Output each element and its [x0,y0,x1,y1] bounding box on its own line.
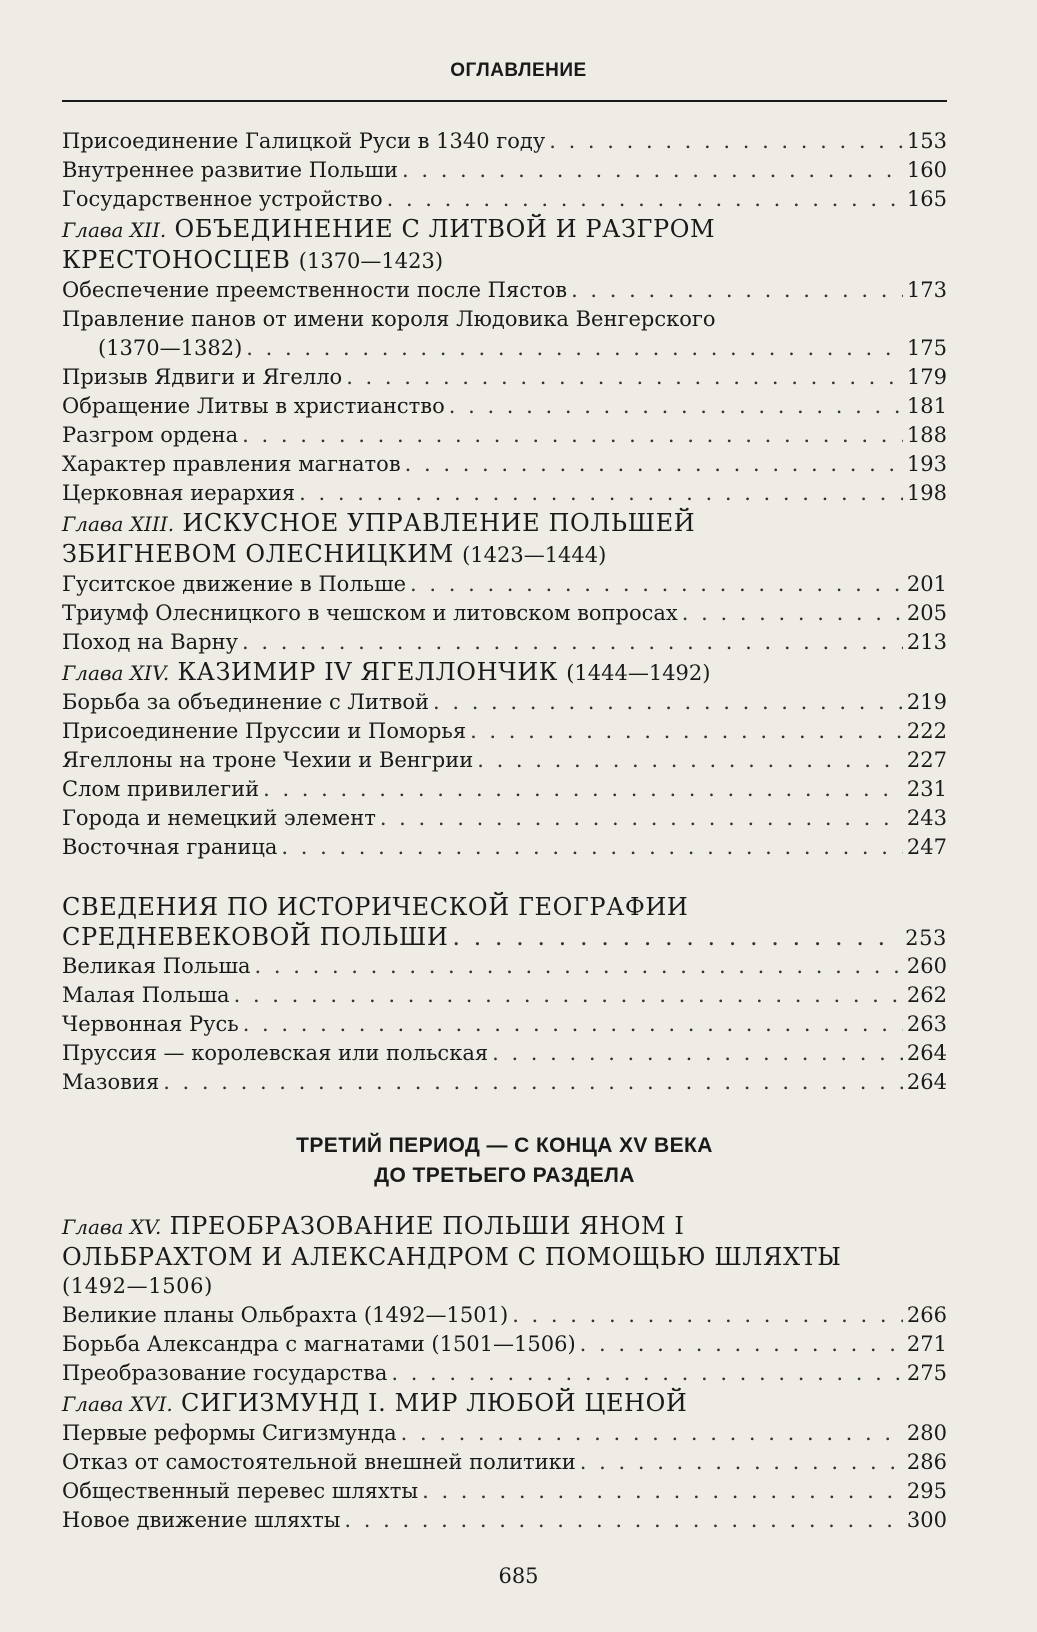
toc-entry-page: 262 [906,983,947,1007]
chapter-title-line1: ИСКУСНОЕ УПРАВЛЕНИЕ ПОЛЬШЕЙ [182,509,696,537]
toc-entry-page: 153 [906,129,947,153]
chapter-title-line1: КАЗИМИР IV ЯГЕЛЛОНЧИК [177,658,558,686]
toc-entry-page: 173 [906,278,947,302]
toc-entry-label: Поход на Варну [62,630,238,654]
running-header: ОГЛАВЛЕНИЕ [450,60,587,81]
dot-leader [346,363,903,392]
chapter-16-heading [62,1388,947,1419]
toc-entry [62,1419,947,1448]
toc-entry [62,450,947,479]
toc-entry-page: 271 [906,1332,947,1356]
dot-leader [163,1068,903,1097]
toc-entry-label: Великая Польша [62,954,251,978]
period-title-line1: ТРЕТИЙ ПЕРИОД — С КОНЦА XV ВЕКА [296,1134,713,1157]
toc-entry-label: Великие планы Ольбрахта (1492—1501) [62,1303,509,1327]
period-title-line2: ДО ТРЕТЬЕГО РАЗДЕЛА [374,1164,635,1187]
dot-leader [401,1419,903,1448]
chapter-15-heading [62,1211,947,1301]
toc-entry-label: Борьба за объединение с Литвой [62,690,429,714]
dot-leader [571,276,903,305]
chapter-13-heading [62,508,947,570]
toc-entry [62,804,947,833]
toc-entry [62,334,947,363]
dot-leader [512,1301,903,1330]
chapter-prefix: Глава XII. [62,218,167,242]
dot-leader [281,833,903,862]
dot-leader [344,1506,903,1535]
toc-entry-page: 205 [906,601,947,625]
toc-entry [62,628,947,657]
dot-leader [387,185,903,214]
toc-entry [62,1330,947,1359]
toc-entry [62,922,947,952]
toc-entry-label: Пруссия — королевская или польская [62,1041,489,1065]
toc-entry-label: Общественный перевес шляхты [62,1479,419,1503]
toc-entry-label: Отказ от самостоятельной внешней политики [62,1450,576,1474]
toc-entry-label: Малая Польша [62,983,230,1007]
toc-entry [62,1010,947,1039]
section-title-line1: СВЕДЕНИЯ ПО ИСТОРИЧЕСКОЙ ГЕОГРАФИИ [62,893,689,921]
toc-entry-page: 160 [906,158,947,182]
dot-leader [405,450,903,479]
dot-leader [246,334,903,363]
toc-entry [62,1506,947,1535]
dot-leader [452,922,901,952]
toc-entry-page: 286 [906,1450,947,1474]
toc-entry-label: Первые реформы Сигизмунда [62,1421,397,1445]
dot-leader [549,127,903,156]
toc-entry-page: 181 [906,394,947,418]
dot-leader [255,952,903,981]
toc-entry [62,981,947,1010]
chapter-12-heading [62,214,947,276]
toc-entry-label: Присоединение Пруссии и Поморья [62,719,467,743]
toc-entry-label: Характер правления магнатов [62,452,401,476]
table-of-contents [62,127,947,1535]
toc-entry-page: 222 [906,719,947,743]
chapter-prefix: Глава XV. [62,1215,162,1239]
toc-entry-label: Правление панов от имени короля Людовика Венгерского [62,307,716,331]
dot-leader [242,421,903,450]
header-rule [62,100,947,102]
toc-entry [62,1039,947,1068]
page-number: 685 [498,1564,539,1588]
dot-leader [263,775,903,804]
toc-entry-page: 264 [906,1041,947,1065]
toc-entry-page: 231 [906,777,947,801]
toc-entry [62,1068,947,1097]
toc-entry [62,392,947,421]
chapter-prefix: Глава XVI. [62,1392,173,1416]
toc-entry-label: (1370—1382) [98,336,243,360]
chapter-prefix: Глава XIV. [62,661,170,685]
toc-entry [62,952,947,981]
dot-leader [391,1359,903,1388]
toc-entry-label: Церковная иерархия [62,481,296,505]
toc-entry-page: 260 [906,954,947,978]
toc-entry-page: 275 [906,1361,947,1385]
toc-entry [62,479,947,508]
toc-entry-label: Разгром ордена [62,423,239,447]
toc-entry [62,156,947,185]
toc-entry-page: 243 [906,806,947,830]
toc-entry [62,185,947,214]
toc-entry [62,599,947,628]
dot-leader [402,156,903,185]
toc-entry-label: Борьба Александра с магнатами (1501—1506) [62,1332,576,1356]
dot-leader [492,1039,903,1068]
dot-leader [422,1477,903,1506]
toc-entry [62,421,947,450]
toc-entry-label: Города и немецкий элемент [62,806,376,830]
chapter-years: (1492—1506) [62,1274,213,1298]
chapter-title-line2: ЗБИГНЕВОМ ОЛЕСНИЦКИМ [62,540,454,568]
chapter-title-line1: ОБЪЕДИНЕНИЕ С ЛИТВОЙ И РАЗГРОМ [174,215,716,243]
toc-entry-page: 264 [906,1070,947,1094]
section-title-line2: СРЕДНЕВЕКОВОЙ ПОЛЬШИ [62,923,449,951]
toc-entry-page: 213 [906,630,947,654]
toc-entry-page: 165 [906,187,947,211]
toc-entry [62,717,947,746]
dot-leader [433,688,903,717]
toc-entry-page: 266 [906,1303,947,1327]
dot-leader [477,746,903,775]
dot-leader [380,804,903,833]
toc-entry [62,1301,947,1330]
toc-entry-page: 253 [905,926,947,950]
toc-entry-page: 201 [906,572,947,596]
toc-entry-label: Новое движение шляхты [62,1508,341,1532]
toc-entry [62,127,947,156]
toc-entry-label: Обеспечение преемственности после Пястов [62,278,568,302]
dot-leader [449,392,903,421]
chapter-title-line1: СИГИЗМУНД I. МИР ЛЮБОЙ ЦЕНОЙ [181,1389,688,1417]
toc-entry-page: 219 [906,690,947,714]
toc-entry [62,746,947,775]
chapter-years: (1444—1492) [566,661,711,685]
chapter-years: (1423—1444) [462,543,607,567]
dot-leader [580,1330,903,1359]
toc-entry-label: Обращение Литвы в христианство [62,394,445,418]
toc-entry-label: Призыв Ядвиги и Ягелло [62,365,343,389]
toc-entry-page: 227 [906,748,947,772]
toc-entry [62,1448,947,1477]
toc-entry [62,276,947,305]
dot-leader [243,1010,903,1039]
dot-leader [299,479,903,508]
chapter-title-line2: КРЕСТОНОСЦЕВ [62,246,291,274]
toc-entry-label: Восточная граница [62,835,278,859]
toc-entry [62,363,947,392]
toc-entry-page: 263 [906,1012,947,1036]
toc-entry [62,775,947,804]
dot-leader [470,717,903,746]
toc-entry-page: 280 [906,1421,947,1445]
toc-entry-label: Ягеллоны на троне Чехии и Венгрии [62,748,474,772]
dot-leader [682,599,903,628]
toc-entry-page: 188 [906,423,947,447]
toc-entry [62,570,947,599]
toc-entry-page: 247 [906,835,947,859]
toc-entry-label: Внутреннее развитие Польши [62,158,398,182]
dot-leader [242,628,903,657]
toc-entry-label: Присоединение Галицкой Руси в 1340 году [62,129,546,153]
toc-entry-page: 179 [906,365,947,389]
chapter-title-line2: ОЛЬБРАХТОМ И АЛЕКСАНДРОМ С ПОМОЩЬЮ ШЛЯХТЫ [62,1243,842,1271]
geography-section-heading [62,892,947,952]
toc-entry-label: Червонная Русь [62,1012,239,1036]
toc-entry-page: 198 [906,481,947,505]
dot-leader [410,570,903,599]
dot-leader [580,1448,903,1477]
toc-entry-multiline-first [62,305,947,334]
chapter-title-line1: ПРЕОБРАЗОВАНИЕ ПОЛЬШИ ЯНОМ I [169,1212,685,1240]
toc-entry-label: Триумф Олесницкого в чешском и литовском вопросах [62,601,678,625]
toc-entry [62,1477,947,1506]
toc-entry-page: 295 [906,1479,947,1503]
chapter-years: (1370—1423) [298,249,444,273]
period-heading [62,1131,947,1191]
dot-leader [234,981,903,1010]
toc-entry-label: Преобразование государства [62,1361,388,1385]
chapter-prefix: Глава XIII. [62,512,175,536]
toc-entry-label: Государственное устройство [62,187,383,211]
toc-entry [62,1359,947,1388]
toc-entry [62,833,947,862]
toc-entry-label: Мазовия [62,1070,160,1094]
toc-entry [62,688,947,717]
toc-entry-label: Слом привилегий [62,777,260,801]
toc-entry-page: 300 [906,1508,947,1532]
toc-entry-label: Гуситское движение в Польше [62,572,407,596]
toc-entry-page: 193 [906,452,947,476]
toc-entry-page: 175 [906,336,947,360]
chapter-14-heading [62,657,947,688]
